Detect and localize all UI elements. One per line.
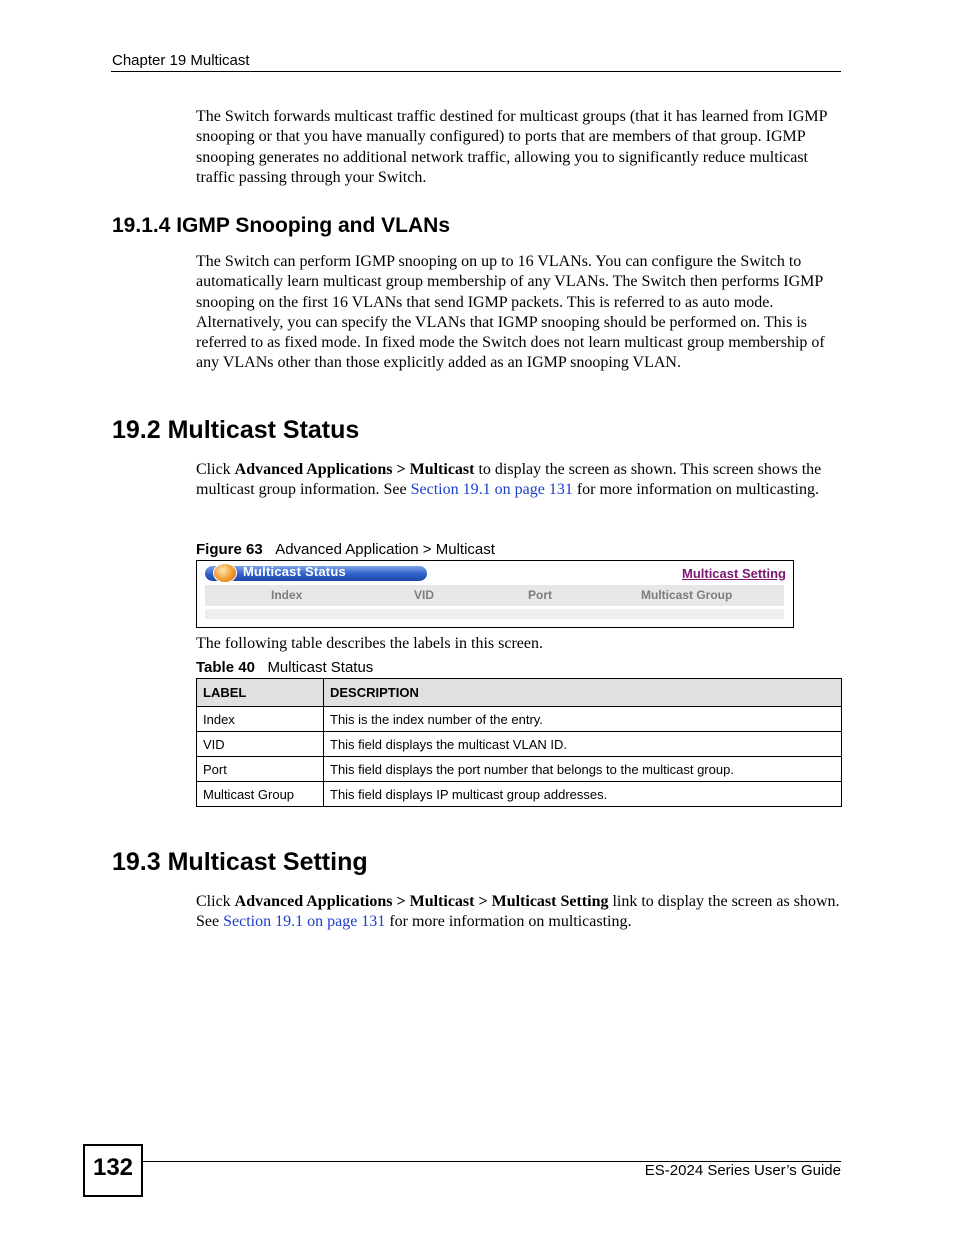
section-19-1-link[interactable]: Section 19.1 on page 131 xyxy=(223,913,386,931)
multicast-status-paragraph: Click Advanced Applications > Multicast to display the screen as shown. This screen shows the multicast group information. See Section 19.1 on page 131 for more information on multicasting. xyxy=(196,461,822,499)
header-description: DESCRIPTION xyxy=(324,679,842,707)
table-bottom-strip xyxy=(205,609,784,619)
table-40-caption: Table 40 Multicast Status xyxy=(196,659,374,676)
col-index: Index xyxy=(271,588,303,602)
row-label: VID xyxy=(197,732,324,757)
row-label: Port xyxy=(197,757,324,782)
multicast-setting-paragraph: Click Advanced Applications > Multicast > Multicast Setting link to display the screen as shown. See Section 19.1 on page 131 for more information on multicasting. xyxy=(196,893,840,931)
header-label: LABEL xyxy=(197,679,324,707)
col-port: Port xyxy=(528,588,552,602)
col-vid: VID xyxy=(414,588,435,602)
igmp-vlan-paragraph: The Switch can perform IGMP snooping on up to 16 VLANs. You can configure the Switch to automatically learn multicast group membership of any VLANs. The Switch then performs IGMP snooping on the first 16 VLANs that send IGMP packets. This is referred to as auto mode. Alternatively, you can specify the VLANs that IGMP snooping should be performed on. This is referred to as fixed mode. In fixed mode the Switch does not learn multicast group membership of any VLANs other than those explicitly added as an IGMP snooping VLAN. xyxy=(196,253,825,372)
row-description: This is the index number of the entry. xyxy=(324,707,842,732)
orb-icon xyxy=(213,563,237,583)
col-multicast-group: Multicast Group xyxy=(641,588,733,602)
multicast-setting-link[interactable]: Multicast Setting xyxy=(681,566,786,581)
screen-title: Multicast Status xyxy=(243,564,346,579)
header-rule xyxy=(111,71,841,72)
section-19-1-4-heading: 19.1.4 IGMP Snooping and VLANs xyxy=(112,214,450,237)
page-number: 132 xyxy=(92,1154,134,1181)
page-number-box xyxy=(83,1144,143,1197)
running-header: Chapter 19 Multicast xyxy=(112,52,250,69)
table-row xyxy=(197,707,842,732)
row-description: This field displays the port number that belongs to the multicast group. xyxy=(324,757,842,782)
row-label: Index xyxy=(197,707,324,732)
row-description: This field displays the multicast VLAN ID. xyxy=(324,732,842,757)
intro-paragraph: The Switch forwards multicast traffic destined for multicast groups (that it has learned from IGMP snooping or that you have manually configured) to ports that are members of that group. IGMP snooping generates no additional network traffic, allowing you to significantly reduce multicast traffic passing through your Switch. xyxy=(196,108,827,186)
row-label: Multicast Group xyxy=(197,782,324,807)
table-row xyxy=(197,732,842,757)
table-row xyxy=(197,782,842,807)
multicast-status-table xyxy=(196,678,842,807)
multicast-status-screenshot xyxy=(196,560,794,628)
table-intro: The following table describes the labels in this screen. xyxy=(196,635,544,652)
row-description: This field displays IP multicast group addresses. xyxy=(324,782,842,807)
figure-63-caption: Figure 63 Advanced Application > Multicast xyxy=(196,541,495,558)
table-row xyxy=(197,757,842,782)
section-19-2-heading: 19.2 Multicast Status xyxy=(112,416,360,444)
section-19-3-heading: 19.3 Multicast Setting xyxy=(112,848,368,876)
section-19-1-link[interactable]: Section 19.1 on page 131 xyxy=(410,481,573,499)
guide-title: ES-2024 Series User’s Guide xyxy=(644,1162,841,1179)
table-header-row xyxy=(197,679,842,707)
